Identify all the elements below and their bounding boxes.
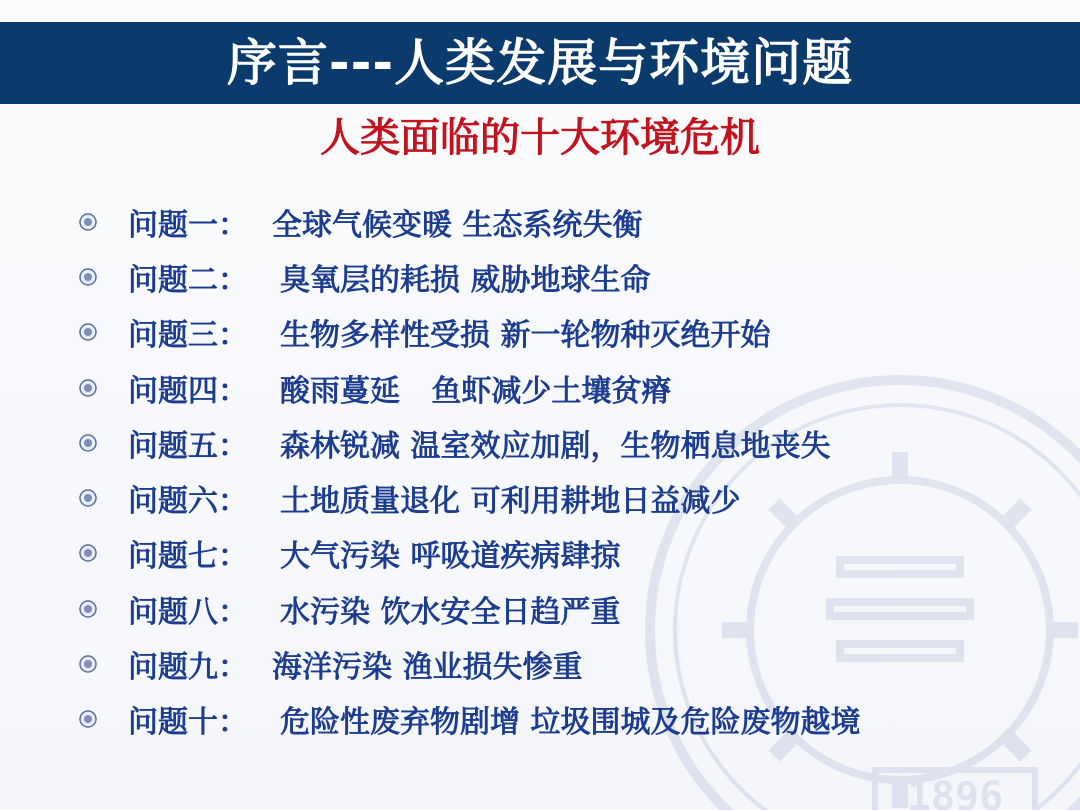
- list-item: [78, 692, 860, 747]
- list-item-text: 危险性废弃物剧增 垃圾围城及危险废物越境: [280, 705, 861, 741]
- bullet-icon: [78, 212, 98, 232]
- bullet-icon: [78, 322, 98, 342]
- list-item-label: 问题一：: [128, 207, 248, 243]
- slide-subtitle: 人类面临的十大环境危机: [320, 115, 760, 161]
- list-item-label: 问题八：: [128, 594, 248, 630]
- list-item: [78, 194, 860, 249]
- list-item-label: 问题二：: [128, 262, 248, 298]
- list-item: [78, 415, 860, 470]
- list-item-label: 问题三：: [128, 318, 248, 354]
- list-item: [78, 526, 860, 581]
- list-item-label: 问题十：: [128, 705, 248, 741]
- bullet-icon: [78, 599, 98, 619]
- list-item-text: 土地质量退化 可利用耕地日益减少: [280, 484, 741, 520]
- list-item: [78, 636, 860, 691]
- list-item: [78, 305, 860, 360]
- list-item-label: 问题四：: [128, 373, 248, 409]
- list-item-label: 问题九：: [128, 650, 248, 686]
- list-item-label: 问题六：: [128, 484, 248, 520]
- bullet-icon: [78, 654, 98, 674]
- list-item-text: 森林锐减 温室效应加剧，生物栖息地丧失: [280, 428, 831, 464]
- list-item: [78, 360, 860, 415]
- bullet-icon: [78, 433, 98, 453]
- list-item-text: 全球气候变暖 生态系统失衡: [272, 207, 643, 243]
- bullet-icon: [78, 709, 98, 729]
- bullet-icon: [78, 378, 98, 398]
- list-item-text: 大气污染 呼吸道疾病肆掠: [280, 539, 621, 575]
- list-item-text: 海洋污染 渔业损失惨重: [272, 650, 583, 686]
- bullet-icon: [78, 543, 98, 563]
- list-item-text: 酸雨蔓延 鱼虾减少土壤贫瘠: [280, 373, 672, 409]
- list-item: [78, 249, 860, 304]
- list-item-text: 臭氧层的耗损 威胁地球生命: [280, 262, 651, 298]
- list-item-text: 生物多样性受损 新一轮物种灭绝开始: [280, 318, 771, 354]
- list-item: [78, 470, 860, 525]
- list-item-label: 问题五：: [128, 428, 248, 464]
- list-item-text: 水污染 饮水安全日趋严重: [280, 594, 621, 630]
- list-item: [78, 581, 860, 636]
- page-title: 序言---人类发展与环境问题: [226, 34, 854, 92]
- title-bar: [0, 22, 1080, 104]
- list-item-label: 问题七：: [128, 539, 248, 575]
- bullet-icon: [78, 267, 98, 287]
- watermark-year: 1896: [906, 774, 1004, 810]
- crisis-list: [78, 194, 860, 747]
- bullet-icon: [78, 488, 98, 508]
